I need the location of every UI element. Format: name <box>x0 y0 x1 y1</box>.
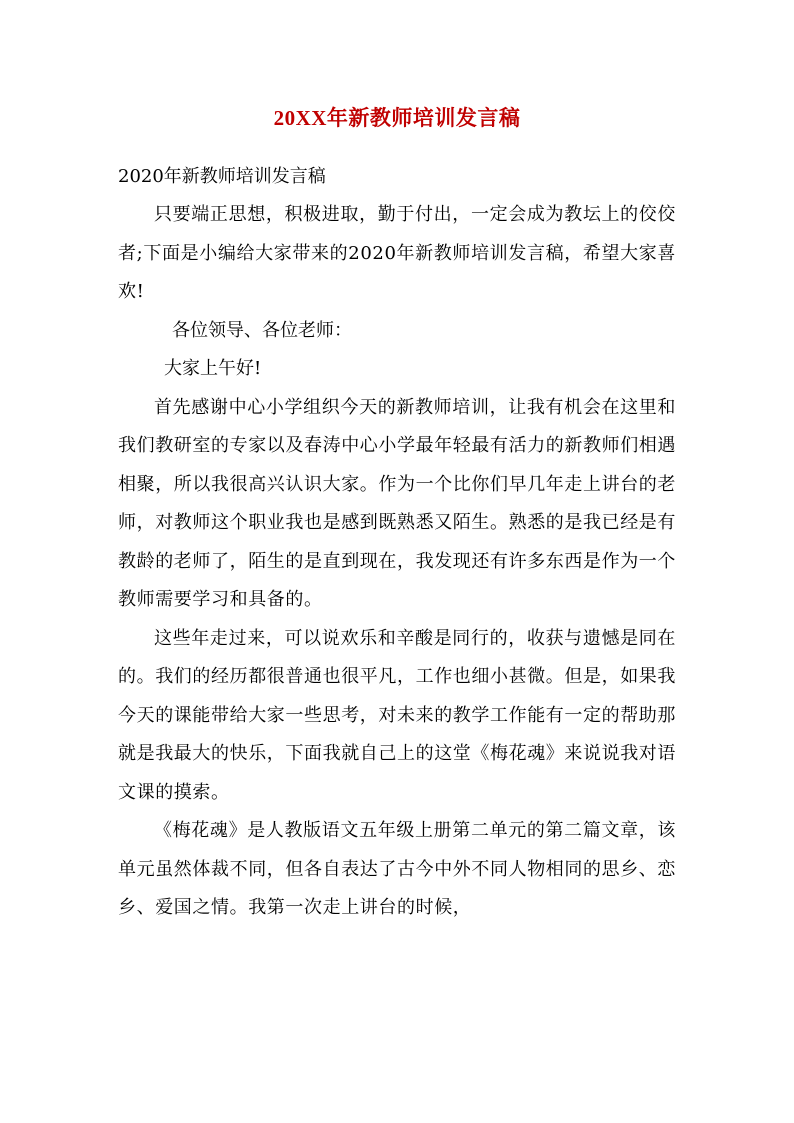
body-paragraph-3: 《梅花魂》是人教版语文五年级上册第二单元的第二篇文章，该单元虽然体裁不同，但各自表达了古今中外不同人物相同的思乡、恋乡、爱国之情。我第一次走上讲台的时候， <box>118 820 676 918</box>
intro-paragraph: 只要端正思想，积极进取，勤于付出，一定会成为教坛上的佼佼者;下面是小编给大家带来的2020年新教师培训发言稿，希望大家喜欢! <box>118 204 676 302</box>
document-title: 20XX年新教师培训发言稿 <box>273 106 521 130</box>
greeting-line: 大家上午好! <box>164 358 262 379</box>
document-subtitle: 2020年新教师培训发言稿 <box>118 166 326 187</box>
body-paragraph-1: 首先感谢中心小学组织今天的新教师培训，让我有机会在这里和我们教研室的专家以及春涛中心小学最年轻最有活力的新教师们相遇相聚，所以我很高兴认识大家。作为一个比你们早几年走上讲台的老师，对教师这个职业我也是感到既熟悉又陌生。熟悉的是我已经是有教龄的老师了，陌生的是直到现在，我发现还有许多东西是作为一个教师需要学习和具备的。 <box>118 396 676 610</box>
salutation-line: 各位领导、各位老师： <box>172 319 352 341</box>
body-paragraph-2: 这些年走过来，可以说欢乐和辛酸是同行的，收获与遗憾是同在的。我们的经历都很普通也很平凡，工作也细小甚微。但是，如果我今天的课能带给大家一些思考，对未来的教学工作能有一定的帮助那就是我最大的快乐，下面我就自己上的这堂《梅花魂》来说说我对语文课的摸索。 <box>118 627 676 803</box>
